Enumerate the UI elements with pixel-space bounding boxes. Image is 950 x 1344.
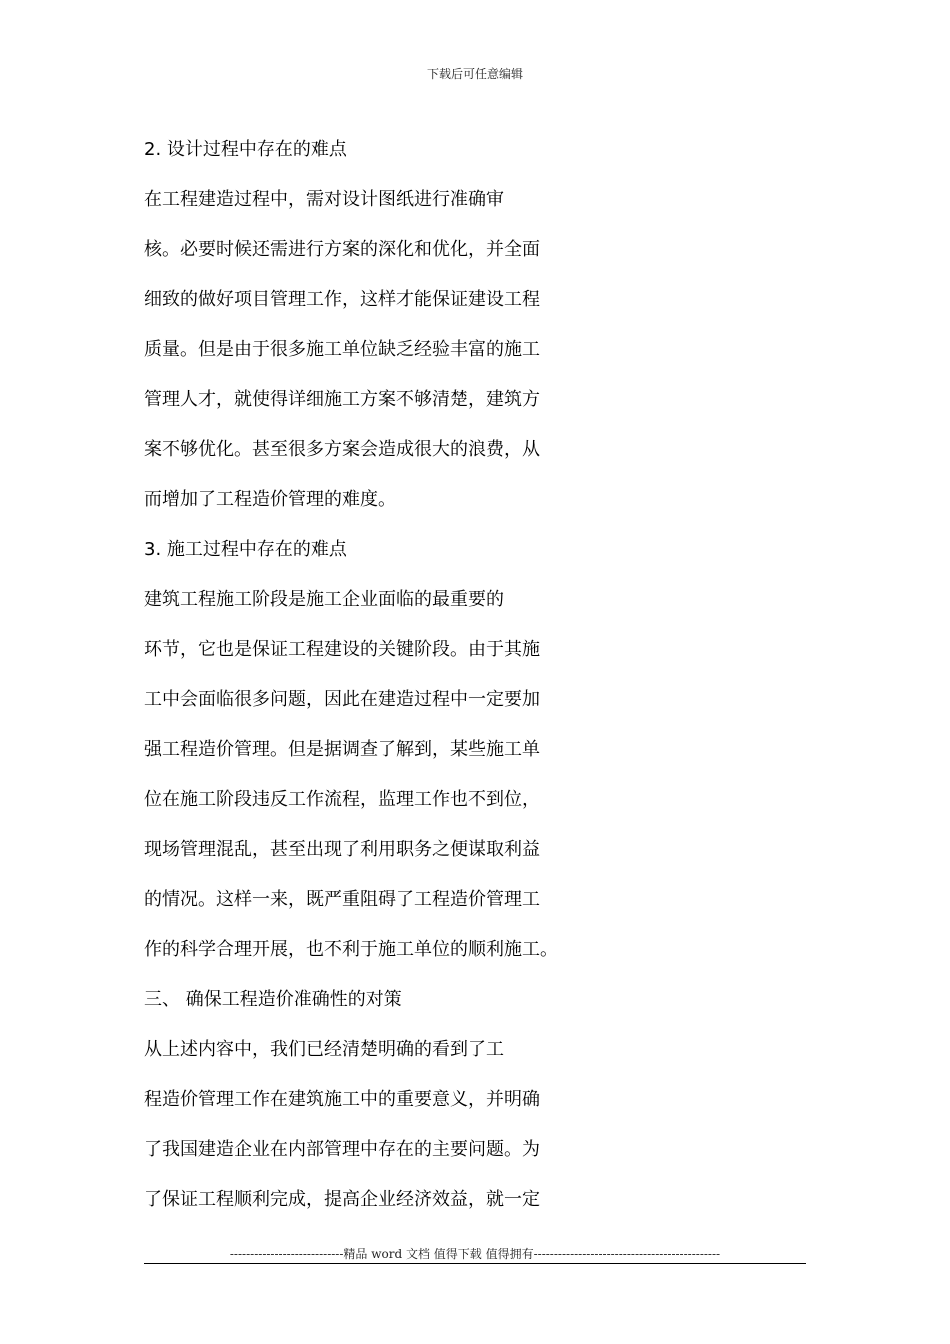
paragraph-line: 建筑工程施工阶段是施工企业面临的最重要的 xyxy=(144,589,504,610)
paragraph-line: 质量。但是由于很多施工单位缺乏经验丰富的施工 xyxy=(144,339,540,360)
page-header: 下载后可任意编辑 xyxy=(426,67,523,81)
paragraph-line: 工中会面临很多问题，因此在建造过程中一定要加 xyxy=(144,689,540,710)
paragraph-line: 现场管理混乱，甚至出现了利用职务之便谋取利益 xyxy=(144,839,540,860)
page-footer: ----------------------------精品 word 文档 值得下载 值得拥有---------------------------------------------- xyxy=(229,1247,721,1261)
paragraph-line: 了保证工程顺利完成，提高企业经济效益，就一定 xyxy=(144,1189,540,1210)
paragraph-line: 而增加了工程造价管理的难度。 xyxy=(144,489,396,510)
paragraph-line: 位在施工阶段违反工作流程，监理工作也不到位， xyxy=(144,789,540,810)
paragraph-line: 环节，它也是保证工程建设的关键阶段。由于其施 xyxy=(144,639,540,660)
paragraph-line: 了我国建造企业在内部管理中存在的主要问题。为 xyxy=(144,1139,540,1160)
section-heading-construction-difficulties: 3. 施工过程中存在的难点 xyxy=(144,539,347,560)
section-heading-countermeasures: 三、 确保工程造价准确性的对策 xyxy=(144,989,402,1010)
paragraph-line: 作的科学合理开展，也不利于施工单位的顺利施工。 xyxy=(144,939,558,960)
paragraph-line: 从上述内容中，我们已经清楚明确的看到了工 xyxy=(144,1039,504,1060)
section-heading-design-difficulties: 2. 设计过程中存在的难点 xyxy=(144,139,347,160)
paragraph-line: 程造价管理工作在建筑施工中的重要意义，并明确 xyxy=(144,1089,540,1110)
paragraph-line: 案不够优化。甚至很多方案会造成很大的浪费，从 xyxy=(144,439,540,460)
paragraph-line: 细致的做好项目管理工作，这样才能保证建设工程 xyxy=(144,289,540,310)
footer-divider xyxy=(144,1263,806,1264)
paragraph-line: 强工程造价管理。但是据调查了解到，某些施工单 xyxy=(144,739,540,760)
body-text xyxy=(144,137,584,1237)
paragraph-line: 在工程建造过程中，需对设计图纸进行准确审 xyxy=(144,189,504,210)
paragraph-line: 管理人才，就使得详细施工方案不够清楚，建筑方 xyxy=(144,389,540,410)
paragraph-line: 的情况。这样一来，既严重阻碍了工程造价管理工 xyxy=(144,889,540,910)
paragraph-line: 核。必要时候还需进行方案的深化和优化，并全面 xyxy=(144,239,540,260)
